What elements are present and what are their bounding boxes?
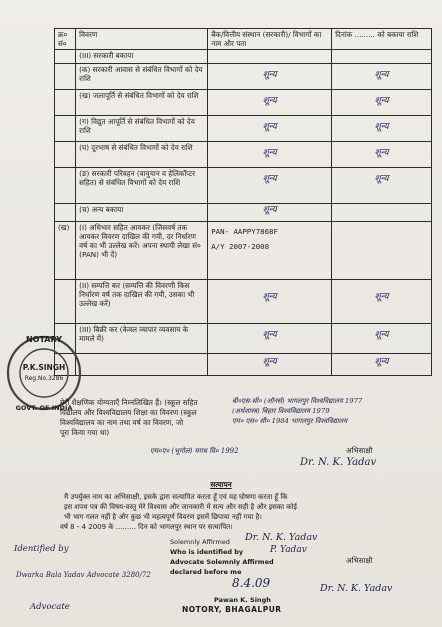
verification-heading: सत्यापन [210, 480, 232, 489]
handwritten-nil: शून्य [374, 96, 389, 106]
row-amount [332, 204, 432, 222]
notary-name: Pawan K. Singh [214, 596, 271, 604]
row-no [55, 168, 76, 204]
row-no [55, 90, 76, 116]
row-bank [208, 64, 332, 90]
stamp-top-text: NOTARY [25, 335, 63, 344]
handwritten-nil: शून्य [374, 330, 389, 340]
table-row [55, 222, 432, 280]
education-hw-line: एम० एस० सी० 1984 भागलपुर विश्वविद्यालय [232, 417, 348, 425]
row-amount [332, 142, 432, 168]
handwritten-nil: शून्य [374, 70, 389, 80]
handwritten-nil: शून्य [262, 70, 277, 80]
row-desc: (घ) दूरभाष से संबंधित विभागों को देय राशि [76, 142, 208, 168]
deponent-label: अभिसाक्षी [346, 446, 373, 455]
verification-line: मैं उपर्युक्त नाम का अभिसाक्षी, इसके द्वारा सत्यापित करता हूँ एवं यह घोषणा करता हूँ कि [64, 493, 288, 501]
row-bank [208, 90, 332, 116]
notary-date: 8.4.09 [232, 576, 271, 590]
deponent-label-bottom: अभिसाक्षी [346, 556, 373, 565]
pan-value: PAN- AAPPY7868F [211, 227, 278, 236]
handwritten-nil: शून्य [262, 330, 277, 340]
row-no [55, 280, 76, 324]
table-row [55, 64, 432, 90]
row-no: (ख) [55, 222, 76, 280]
handwritten-nil: शून्य [262, 96, 277, 106]
solemnly-affirmed: Solemnly Affirmed [170, 538, 230, 546]
handwritten-nil: शून्य [262, 122, 277, 132]
row-bank [208, 168, 332, 204]
stamp-reg: Reg.No.3286 [24, 375, 64, 382]
row-amount [332, 280, 432, 324]
table-row [55, 116, 432, 142]
row-bank [208, 50, 332, 64]
education-hw-line: बी०एस-सी० (ऑनर्स) भागलपुर विश्वविद्यालय 1977 [232, 397, 363, 405]
row-desc [76, 354, 208, 376]
header-sno: क्र० सं० [55, 29, 76, 50]
handwritten-nil: शून्य [262, 205, 277, 215]
handwritten-nil: शून्य [374, 357, 389, 367]
affirm-signature: Dr. N. K. Yadav [245, 532, 318, 543]
table-row [55, 324, 432, 354]
table-row [55, 142, 432, 168]
row-no [55, 116, 76, 142]
handwritten-nil: शून्य [262, 174, 277, 184]
row-desc: (III) सरकारी बकाया [76, 50, 208, 64]
row-no [55, 50, 76, 64]
education-line: विद्यालय और विश्वविद्यालय शिक्षा का विवरण (स्कूल [60, 408, 197, 417]
verification-date-line: वर्ष 8 - 4 2009 के ......... दिन को भागलपुर स्थान पर सत्यापित। [60, 523, 233, 531]
advocate-solemnly: Advocate Solemnly Affirmed [170, 558, 274, 566]
deponent-signature: Dr. N. K. Yadav [300, 457, 377, 468]
row-no [55, 142, 76, 168]
row-bank [208, 116, 332, 142]
table-header [55, 29, 432, 50]
header-bank: बैंक/वित्तीय संस्थान (सरकारी)/ विभागों का नाम और पता [208, 29, 332, 50]
liabilities-table [54, 28, 432, 376]
row-no [55, 204, 76, 222]
row-amount [332, 168, 432, 204]
advocate-handwritten: Dwarka Bala Yadav Advocate 3280/72 [16, 571, 151, 579]
education-line: मेरी शैक्षणिक योग्यताएँ निम्नलिखित हैं। (स्कूल सहित [60, 398, 198, 407]
table-row [55, 50, 432, 64]
row-desc: (ग) विद्युत आपूर्ति से संबंधित विभागों को देय राशि [76, 116, 208, 142]
row-amount [332, 354, 432, 376]
table-row [55, 280, 432, 324]
row-amount [332, 64, 432, 90]
table-row [55, 90, 432, 116]
education-hw-line: एम०ए० (भूगोल) मगध वि० 1992 [150, 447, 239, 455]
education-line: पूरा किया गया था) [60, 428, 110, 437]
handwritten-nil: शून्य [374, 148, 389, 158]
education-line: विश्वविद्यालय का नाम तथा वर्ष का विवरण, जो [60, 418, 184, 427]
row-desc: (III) बिक्री कर (केवल व्यापार व्यवसाय के मामले में) [76, 324, 208, 354]
verification-line: इस शपथ पत्र की विषय-वस्तु मेरे विश्वास और जानकारी में सत्य और सही है और इसका कोई [64, 503, 297, 511]
row-no [55, 64, 76, 90]
handwritten-nil: शून्य [262, 292, 277, 302]
handwritten-nil: शून्य [374, 292, 389, 302]
row-bank [208, 354, 332, 376]
stamp-name: P.K.SINGH [22, 363, 66, 372]
who-identified: Who is identified by [170, 548, 244, 556]
education-hw-line: (अर्थशास्त्र) बिहार विश्वविद्यालय 1979 [232, 407, 330, 415]
table-row [55, 204, 432, 222]
table-row [55, 354, 432, 376]
handwritten-nil: शून्य [262, 148, 277, 158]
row-bank [208, 280, 332, 324]
assessment-year: A/Y 2007-2008 [211, 242, 270, 251]
row-desc: (क) सरकारी आवास से संबंधित विभागों को देय राशि [76, 64, 208, 90]
education-handwritten [232, 396, 440, 426]
row-desc: (ख) जलापूर्ति से संबंधित विभागों को देय राशि [76, 90, 208, 116]
deponent-signature-bottom: Dr. N. K. Yadav [320, 583, 393, 594]
row-bank [208, 324, 332, 354]
row-desc: (च) अन्य बकाया [76, 204, 208, 222]
row-amount [332, 116, 432, 142]
handwritten-nil: शून्य [374, 174, 389, 184]
table-row [55, 168, 432, 204]
advocate-word: Advocate [30, 602, 70, 612]
row-bank [208, 142, 332, 168]
stamp-bottom-text: GOVT. OF INDIA [15, 404, 73, 412]
row-bank [208, 204, 332, 222]
row-bank [208, 222, 332, 280]
row-amount [332, 222, 432, 280]
identified-by-label: Identified by [14, 544, 69, 554]
pan-number [211, 227, 328, 251]
notary-place: NOTORY, BHAGALPUR [182, 605, 282, 614]
declared-before: declared before me [170, 568, 242, 576]
handwritten-nil: शून्य [374, 122, 389, 132]
handwritten-nil: शून्य [262, 357, 277, 367]
identifier-signature: P. Yadav [270, 545, 307, 555]
row-amount [332, 324, 432, 354]
verification-text [64, 492, 436, 522]
row-desc: (I) अधिभार सहित आयकर (जिसवर्ष तक आयकर विवरण दाखिल की गयी, दर निर्धारण वर्ष का भी उल्लेख करें। अपना स्थायी लेखा सं० (PAN) भी दें) [76, 222, 208, 280]
row-amount [332, 50, 432, 64]
row-amount [332, 90, 432, 116]
row-desc: (ङ) सरकारी परिवहन (वायुयान व हेलिकॉप्टर सहित) से संबंधित विभागों को देय राशि [76, 168, 208, 204]
header-description: विवरण [76, 29, 208, 50]
row-desc: (II) सम्पत्ति कर (सम्पत्ति की विवरणी किस निर्धारण वर्ष तक दाखिल की गयी, उसका भी उल्लेख करें) [76, 280, 208, 324]
verification-line: भी भाग गलत नहीं है और कुछ भी महत्वपूर्ण विवरण इसमें छिपाया नहीं गया है। [64, 513, 262, 521]
header-amount: दिनांक ......... को बकाया राशि [332, 29, 432, 50]
